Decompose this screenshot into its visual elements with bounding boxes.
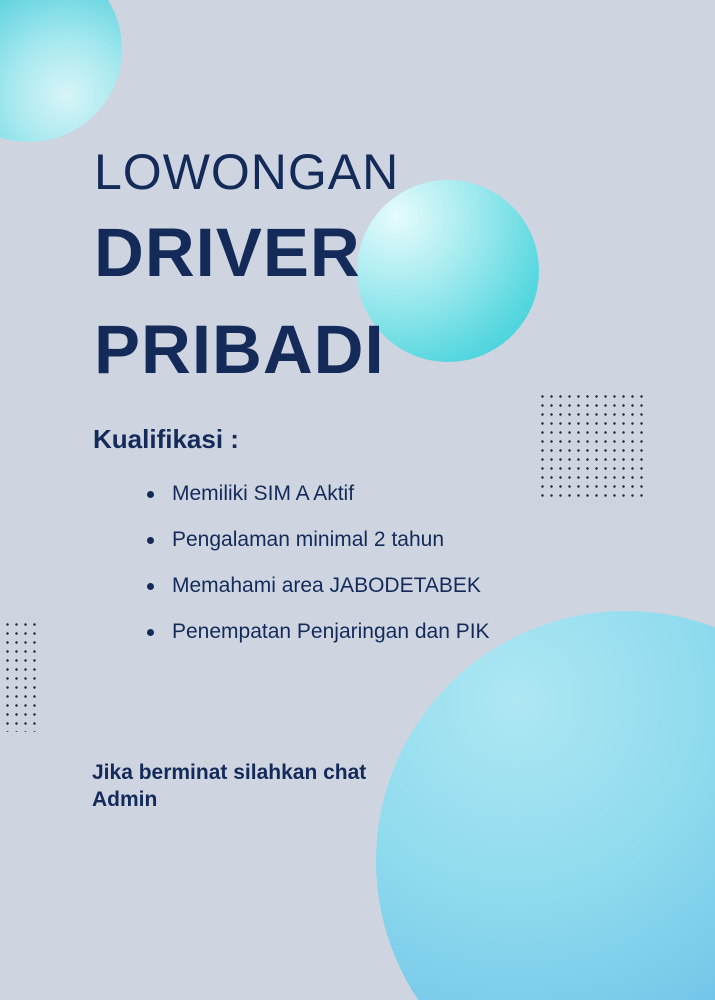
right-dot-grid-decoration (538, 392, 646, 500)
qualifications-heading: Kualifikasi : (93, 424, 239, 454)
bottom-right-circle-decoration (376, 611, 715, 1000)
bullet-icon (147, 491, 154, 498)
bullet-icon (147, 537, 154, 544)
qualification-text: Memiliki SIM A Aktif (172, 482, 355, 505)
left-dot-grid-decoration (0, 620, 40, 732)
qualification-text: Pengalaman minimal 2 tahun (172, 528, 444, 551)
qualification-text: Memahami area JABODETABEK (172, 574, 481, 597)
poster-title-light: LOWONGAN (94, 144, 400, 200)
qualification-item (144, 574, 490, 598)
qualification-item (144, 620, 490, 644)
poster-title-bold-line-1: DRIVER (94, 214, 361, 291)
contact-message (92, 759, 366, 813)
poster-title-bold-line-2: PRIBADI (94, 311, 385, 388)
bullet-icon (147, 629, 154, 636)
qualifications-list (144, 482, 490, 644)
contact-line-2: Admin (92, 788, 158, 811)
top-left-circle-decoration (0, 0, 122, 142)
bullet-icon (147, 583, 154, 590)
qualification-item (144, 482, 490, 506)
qualification-item (144, 528, 490, 552)
contact-line-1: Jika berminat silahkan chat (92, 761, 367, 784)
qualification-text: Penempatan Penjaringan dan PIK (172, 620, 490, 643)
